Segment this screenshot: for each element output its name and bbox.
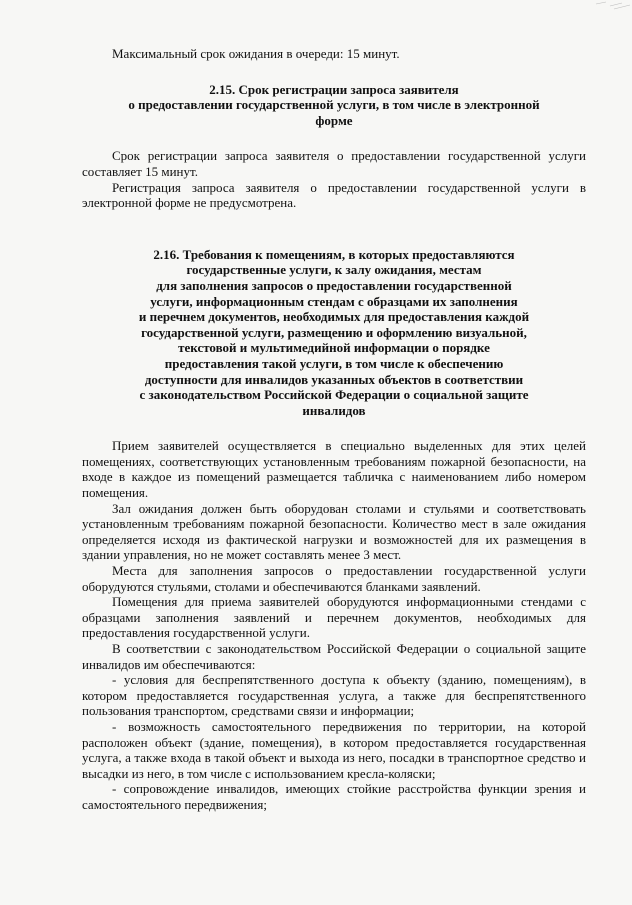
list-item: - условия для беспрепятственного доступа к объекту (зданию, помещениям), в котором предоставляется государственная услуга, а также для беспрепятственного пользования транспортом, средствами связи и информации; <box>82 672 586 719</box>
paragraph: Регистрация запроса заявителя о предоставлении государственной услуги в электронной форме не предусмотрена. <box>82 179 586 211</box>
heading-line: государственные услуги, к залу ожидания, местам <box>186 262 482 278</box>
heading-line: о предоставлении государственной услуги, в том числе в электронной <box>128 97 540 113</box>
heading-line: для заполнения запросов о предоставлении государственной <box>156 277 512 293</box>
section-2-15-heading <box>82 82 586 129</box>
heading-line: 2.15. Срок регистрации запроса заявителя <box>209 81 459 97</box>
heading-line: государственной услуги, размещению и оформлению визуальной, <box>141 324 527 340</box>
heading-line: форме <box>315 112 353 128</box>
heading-line: предоставления такой услуги, в том числе к обеспечению <box>164 355 504 371</box>
heading-line: с законодательством Российской Федерации о социальной защите <box>139 387 529 403</box>
heading-line: инвалидов <box>302 402 366 418</box>
heading-line: и перечнем документов, необходимых для предоставления каждой <box>138 309 530 325</box>
heading-line: доступности для инвалидов указанных объектов в соответствии <box>144 371 524 387</box>
list-item: - сопровождение инвалидов, имеющих стойкие расстройства функции зрения и самостоятельного передвижения; <box>82 781 586 812</box>
paragraph: Срок регистрации запроса заявителя о предоставлении государственной услуги составляет 15 минут. <box>82 148 586 179</box>
section-2-16-heading <box>82 247 586 419</box>
list-item: - возможность самостоятельного передвижения по территории, на которой расположен объект (здание, помещения), в котором предоставляется государственная услуга, а также входа в такой объект и выхода из него, посадки в транспортное средство и высадки из него, в том числе с использованием кресла-коляски; <box>82 718 586 781</box>
paragraph: Помещения для приема заявителей оборудуются информационными стендами с образцами заполнения заявлений и перечнем документов, необходимых для предоставления государственной услуги. <box>82 594 586 641</box>
paragraph: В соответствии с законодательством Российской Федерации о социальной защите инвалидов им обеспечиваются: <box>82 641 586 672</box>
heading-line: услуги, информационным стендам с образцами их заполнения <box>150 293 518 309</box>
paragraph: Прием заявителей осуществляется в специально выделенных для этих целей помещениях, соответствующих установленным требованиям пожарной безопасности, на входе в каждое из помещений размещается табличка с наименованием либо номером помещения. <box>82 438 586 501</box>
heading-line: текстовой и мультимедийной информации о порядке <box>178 340 490 356</box>
scan-noise <box>592 0 632 14</box>
queue-wait-line: Максимальный срок ожидания в очереди: 15 минут. <box>112 46 400 61</box>
document-body <box>82 46 586 813</box>
heading-line: 2.16. Требования к помещениям, в которых предоставляются <box>153 246 515 262</box>
paragraph: Места для заполнения запросов о предоставлении государственной услуги оборудуются стульями, столами и обеспечиваются бланками заявлений. <box>82 563 586 594</box>
paragraph: Зал ожидания должен быть оборудован столами и стульями и соответствовать установленным требованиям пожарной безопасности. Количество мест в зале ожидания определяется исходя из фактической нагрузки и возможностей для их размещения в здании управления, но не может составлять менее 3 мест. <box>82 500 586 563</box>
